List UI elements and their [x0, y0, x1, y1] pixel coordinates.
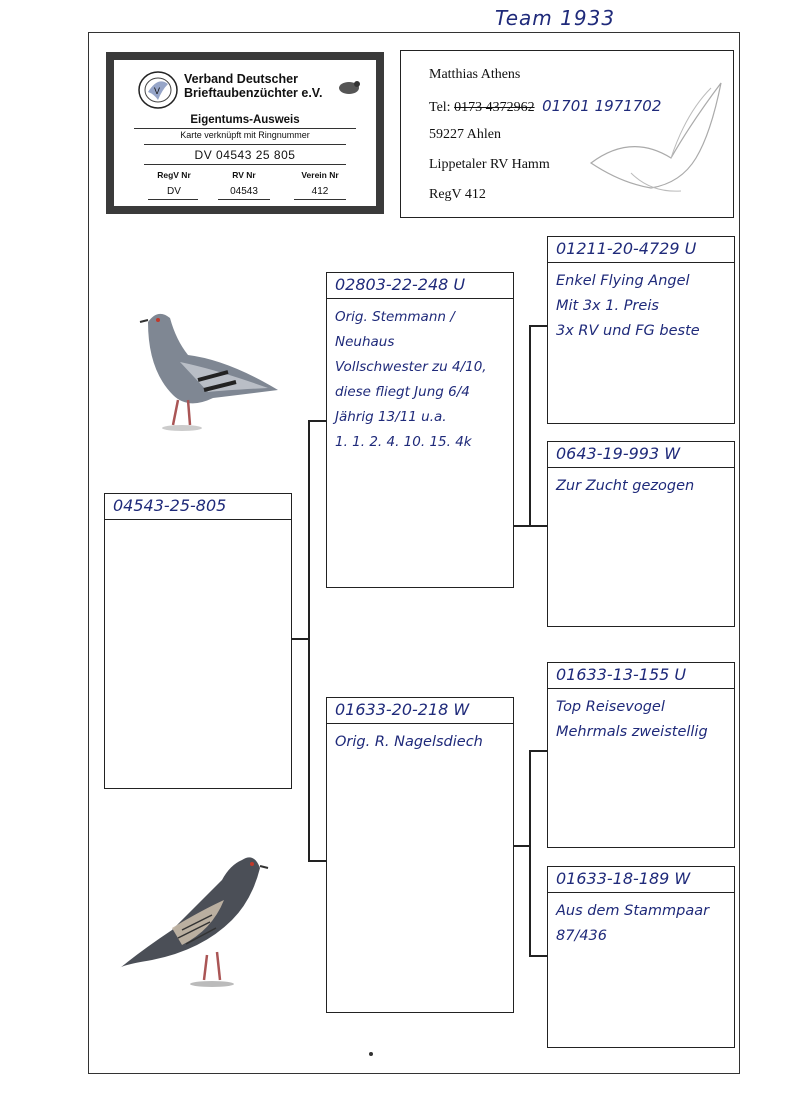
owner-name: Matthias Athens	[429, 67, 521, 82]
owner-regv: RegV 412	[429, 187, 486, 202]
flying-pigeon-icon	[571, 63, 731, 203]
association-logo-icon	[136, 70, 180, 110]
pigeon-small-icon	[336, 78, 362, 96]
card-title: Eigentums-Ausweis	[190, 114, 300, 126]
pedigree-sire	[326, 272, 514, 588]
card-org-name: Verband Deutscher Brieftaubenzüchter e.V.	[184, 72, 323, 100]
sire-sire-note-1: Enkel Flying Angel	[556, 273, 690, 289]
owner-phone: Tel: 0173 4372962 01701 1971702	[429, 97, 662, 115]
card-subtitle: Karte verknüpft mit Ringnummer	[180, 130, 310, 140]
dam-sire-note-2: Mehrmals zweistellig	[556, 724, 708, 740]
dam-dam-note-1: Aus dem Stammpaar	[556, 903, 710, 919]
card-val-regv: DV	[167, 186, 181, 197]
pigeon-illustration-bottom	[112, 840, 272, 1000]
sire-sire-note-3: 3x RV und FG beste	[556, 323, 700, 339]
card-val-verein: 412	[311, 186, 329, 197]
sire-dam-note-1: Zur Zucht gezogen	[556, 478, 695, 494]
top-note: Team 1933	[495, 6, 616, 30]
dam-dam-ring: 01633-18-189 W	[548, 867, 734, 893]
sire-sire-note-2: Mit 3x 1. Preis	[556, 298, 659, 314]
owner-club: Lippetaler RV Hamm	[429, 157, 550, 172]
sire-note-3: diese fliegt Jung 6/4	[335, 384, 470, 400]
pigeon-illustration-top	[118, 300, 288, 435]
pedigree-dam-sire	[547, 662, 735, 848]
sire-note-1: Orig. Stemmann / Neuhaus	[335, 309, 455, 350]
dam-ring: 01633-20-218 W	[327, 698, 513, 724]
card-ring-number: DV 04543 25 805	[194, 148, 296, 162]
owner-city: 59227 Ahlen	[429, 127, 501, 142]
sire-sire-ring: 01211-20-4729 U	[548, 237, 734, 263]
pedigree-sire-sire	[547, 236, 735, 424]
dam-sire-ring: 01633-13-155 U	[548, 663, 734, 689]
id-card	[106, 52, 384, 214]
owner-phone-new: 01701 1971702	[542, 97, 662, 115]
scan-dot	[369, 1052, 373, 1056]
pedigree-subject	[104, 493, 292, 789]
sire-note-4: Jährig 13/11 u.a.	[335, 409, 447, 425]
dam-sire-note-1: Top Reisevogel	[556, 699, 665, 715]
svg-text:V: V	[154, 86, 161, 96]
pedigree-dam	[326, 697, 514, 1013]
card-val-rv: 04543	[230, 186, 258, 197]
dam-note-1: Orig. R. Nagelsdiech	[335, 734, 483, 750]
sire-note-5: 1. 1. 2. 4. 10. 15. 4k	[335, 434, 472, 450]
pedigree-sire-dam	[547, 441, 735, 627]
card-col-rv: RV Nr	[232, 170, 256, 180]
card-col-regv: RegV Nr	[157, 170, 191, 180]
dam-dam-note-2: 87/436	[556, 928, 608, 944]
pedigree-dam-dam	[547, 866, 735, 1048]
subject-ring: 04543-25-805	[105, 494, 291, 520]
sire-dam-ring: 0643-19-993 W	[548, 442, 734, 468]
sire-note-2: Vollschwester zu 4/10,	[335, 359, 487, 375]
card-col-verein: Verein Nr	[301, 170, 339, 180]
owner-phone-old: 0173 4372962	[454, 100, 535, 115]
sire-ring: 02803-22-248 U	[327, 273, 513, 299]
owner-info-box	[400, 50, 734, 218]
